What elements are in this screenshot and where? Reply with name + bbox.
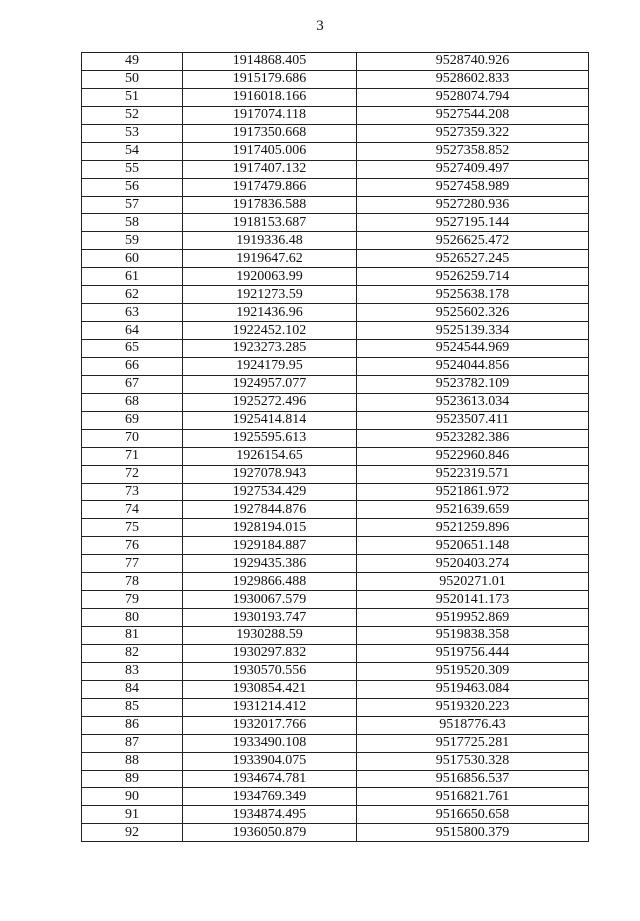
table-row <box>82 519 589 537</box>
table-row <box>82 196 589 214</box>
x-coordinate-cell: 1933904.075 <box>183 752 357 770</box>
table-row <box>82 250 589 268</box>
y-coordinate-cell: 9520651.148 <box>357 537 589 555</box>
table-row <box>82 88 589 106</box>
point-number-cell: 63 <box>82 304 183 322</box>
point-number-cell: 76 <box>82 537 183 555</box>
x-coordinate-cell: 1914868.405 <box>183 53 357 71</box>
x-coordinate-cell: 1917074.118 <box>183 106 357 124</box>
point-number-cell: 77 <box>82 555 183 573</box>
point-number-cell: 75 <box>82 519 183 537</box>
point-number-cell: 82 <box>82 644 183 662</box>
table-row <box>82 591 589 609</box>
point-number-cell: 80 <box>82 609 183 627</box>
x-coordinate-cell: 1926154.65 <box>183 447 357 465</box>
y-coordinate-cell: 9527358.852 <box>357 142 589 160</box>
y-coordinate-cell: 9527359.322 <box>357 124 589 142</box>
x-coordinate-cell: 1934674.781 <box>183 770 357 788</box>
x-coordinate-cell: 1930193.747 <box>183 609 357 627</box>
y-coordinate-cell: 9525602.326 <box>357 304 589 322</box>
y-coordinate-cell: 9526527.245 <box>357 250 589 268</box>
x-coordinate-cell: 1921273.59 <box>183 286 357 304</box>
table-row <box>82 806 589 824</box>
table-row <box>82 286 589 304</box>
table-row <box>82 698 589 716</box>
table-row <box>82 214 589 232</box>
table-row <box>82 375 589 393</box>
point-number-cell: 49 <box>82 53 183 71</box>
table-row <box>82 824 589 842</box>
x-coordinate-cell: 1924957.077 <box>183 375 357 393</box>
point-number-cell: 73 <box>82 483 183 501</box>
page-number: 3 <box>316 18 324 34</box>
y-coordinate-cell: 9519952.869 <box>357 609 589 627</box>
point-number-cell: 74 <box>82 501 183 519</box>
table-row <box>82 340 589 358</box>
x-coordinate-cell: 1932017.766 <box>183 716 357 734</box>
y-coordinate-cell: 9527195.144 <box>357 214 589 232</box>
y-coordinate-cell: 9522960.846 <box>357 447 589 465</box>
y-coordinate-cell: 9521861.972 <box>357 483 589 501</box>
y-coordinate-cell: 9527544.208 <box>357 106 589 124</box>
x-coordinate-cell: 1925414.814 <box>183 411 357 429</box>
x-coordinate-cell: 1919336.48 <box>183 232 357 250</box>
table-row <box>82 644 589 662</box>
x-coordinate-cell: 1917405.006 <box>183 142 357 160</box>
x-coordinate-cell: 1917407.132 <box>183 160 357 178</box>
x-coordinate-cell: 1917479.866 <box>183 178 357 196</box>
y-coordinate-cell: 9519756.444 <box>357 644 589 662</box>
table-row <box>82 465 589 483</box>
table-row <box>82 411 589 429</box>
coordinates-table-body <box>82 53 589 842</box>
y-coordinate-cell: 9524544.969 <box>357 340 589 358</box>
point-number-cell: 61 <box>82 268 183 286</box>
y-coordinate-cell: 9520141.173 <box>357 591 589 609</box>
y-coordinate-cell: 9527280.936 <box>357 196 589 214</box>
y-coordinate-cell: 9524044.856 <box>357 357 589 375</box>
x-coordinate-cell: 1934874.495 <box>183 806 357 824</box>
x-coordinate-cell: 1920063.99 <box>183 268 357 286</box>
table-row <box>82 788 589 806</box>
y-coordinate-cell: 9521259.896 <box>357 519 589 537</box>
table-row <box>82 609 589 627</box>
table-row <box>82 627 589 645</box>
point-number-cell: 52 <box>82 106 183 124</box>
table-row <box>82 770 589 788</box>
x-coordinate-cell: 1934769.349 <box>183 788 357 806</box>
point-number-cell: 90 <box>82 788 183 806</box>
table-row <box>82 106 589 124</box>
y-coordinate-cell: 9523507.411 <box>357 411 589 429</box>
x-coordinate-cell: 1922452.102 <box>183 322 357 340</box>
table-row <box>82 142 589 160</box>
point-number-cell: 71 <box>82 447 183 465</box>
table-row <box>82 680 589 698</box>
point-number-cell: 59 <box>82 232 183 250</box>
point-number-cell: 81 <box>82 627 183 645</box>
point-number-cell: 72 <box>82 465 183 483</box>
point-number-cell: 86 <box>82 716 183 734</box>
point-number-cell: 69 <box>82 411 183 429</box>
y-coordinate-cell: 9517530.328 <box>357 752 589 770</box>
point-number-cell: 56 <box>82 178 183 196</box>
table-row <box>82 70 589 88</box>
point-number-cell: 84 <box>82 680 183 698</box>
x-coordinate-cell: 1923273.285 <box>183 340 357 358</box>
point-number-cell: 54 <box>82 142 183 160</box>
y-coordinate-cell: 9516821.761 <box>357 788 589 806</box>
y-coordinate-cell: 9528740.926 <box>357 53 589 71</box>
y-coordinate-cell: 9523782.109 <box>357 375 589 393</box>
x-coordinate-cell: 1929866.488 <box>183 573 357 591</box>
point-number-cell: 83 <box>82 662 183 680</box>
y-coordinate-cell: 9522319.571 <box>357 465 589 483</box>
point-number-cell: 57 <box>82 196 183 214</box>
y-coordinate-cell: 9528602.833 <box>357 70 589 88</box>
y-coordinate-cell: 9519838.358 <box>357 627 589 645</box>
point-number-cell: 55 <box>82 160 183 178</box>
table-row <box>82 447 589 465</box>
point-number-cell: 65 <box>82 340 183 358</box>
point-number-cell: 68 <box>82 393 183 411</box>
point-number-cell: 51 <box>82 88 183 106</box>
y-coordinate-cell: 9521639.659 <box>357 501 589 519</box>
point-number-cell: 58 <box>82 214 183 232</box>
x-coordinate-cell: 1930854.421 <box>183 680 357 698</box>
x-coordinate-cell: 1927534.429 <box>183 483 357 501</box>
x-coordinate-cell: 1925272.496 <box>183 393 357 411</box>
x-coordinate-cell: 1917836.588 <box>183 196 357 214</box>
y-coordinate-cell: 9525139.334 <box>357 322 589 340</box>
x-coordinate-cell: 1929435.386 <box>183 555 357 573</box>
table-row <box>82 662 589 680</box>
x-coordinate-cell: 1917350.668 <box>183 124 357 142</box>
y-coordinate-cell: 9526625.472 <box>357 232 589 250</box>
table-row <box>82 752 589 770</box>
y-coordinate-cell: 9526259.714 <box>357 268 589 286</box>
y-coordinate-cell: 9520271.01 <box>357 573 589 591</box>
table-row <box>82 304 589 322</box>
y-coordinate-cell: 9520403.274 <box>357 555 589 573</box>
x-coordinate-cell: 1924179.95 <box>183 357 357 375</box>
point-number-cell: 92 <box>82 824 183 842</box>
point-number-cell: 62 <box>82 286 183 304</box>
table-row <box>82 734 589 752</box>
table-row <box>82 501 589 519</box>
x-coordinate-cell: 1916018.166 <box>183 88 357 106</box>
y-coordinate-cell: 9527458.989 <box>357 178 589 196</box>
table-row <box>82 555 589 573</box>
table-row <box>82 716 589 734</box>
coordinates-table <box>81 52 589 842</box>
point-number-cell: 78 <box>82 573 183 591</box>
x-coordinate-cell: 1918153.687 <box>183 214 357 232</box>
y-coordinate-cell: 9519463.084 <box>357 680 589 698</box>
x-coordinate-cell: 1919647.62 <box>183 250 357 268</box>
x-coordinate-cell: 1927078.943 <box>183 465 357 483</box>
point-number-cell: 89 <box>82 770 183 788</box>
point-number-cell: 60 <box>82 250 183 268</box>
x-coordinate-cell: 1929184.887 <box>183 537 357 555</box>
table-row <box>82 429 589 447</box>
point-number-cell: 50 <box>82 70 183 88</box>
x-coordinate-cell: 1936050.879 <box>183 824 357 842</box>
table-row <box>82 393 589 411</box>
x-coordinate-cell: 1930297.832 <box>183 644 357 662</box>
table-row <box>82 322 589 340</box>
table-row <box>82 53 589 71</box>
x-coordinate-cell: 1933490.108 <box>183 734 357 752</box>
table-row <box>82 268 589 286</box>
y-coordinate-cell: 9523282.386 <box>357 429 589 447</box>
table-row <box>82 124 589 142</box>
y-coordinate-cell: 9528074.794 <box>357 88 589 106</box>
point-number-cell: 88 <box>82 752 183 770</box>
y-coordinate-cell: 9515800.379 <box>357 824 589 842</box>
y-coordinate-cell: 9516650.658 <box>357 806 589 824</box>
y-coordinate-cell: 9527409.497 <box>357 160 589 178</box>
y-coordinate-cell: 9518776.43 <box>357 716 589 734</box>
point-number-cell: 53 <box>82 124 183 142</box>
x-coordinate-cell: 1931214.412 <box>183 698 357 716</box>
x-coordinate-cell: 1921436.96 <box>183 304 357 322</box>
table-row <box>82 232 589 250</box>
table-row <box>82 160 589 178</box>
point-number-cell: 91 <box>82 806 183 824</box>
point-number-cell: 85 <box>82 698 183 716</box>
table-row <box>82 357 589 375</box>
x-coordinate-cell: 1930067.579 <box>183 591 357 609</box>
y-coordinate-cell: 9516856.537 <box>357 770 589 788</box>
y-coordinate-cell: 9519520.309 <box>357 662 589 680</box>
point-number-cell: 66 <box>82 357 183 375</box>
y-coordinate-cell: 9525638.178 <box>357 286 589 304</box>
y-coordinate-cell: 9517725.281 <box>357 734 589 752</box>
table-row <box>82 573 589 591</box>
table-row <box>82 483 589 501</box>
x-coordinate-cell: 1925595.613 <box>183 429 357 447</box>
y-coordinate-cell: 9523613.034 <box>357 393 589 411</box>
x-coordinate-cell: 1915179.686 <box>183 70 357 88</box>
x-coordinate-cell: 1927844.876 <box>183 501 357 519</box>
point-number-cell: 79 <box>82 591 183 609</box>
x-coordinate-cell: 1930570.556 <box>183 662 357 680</box>
point-number-cell: 70 <box>82 429 183 447</box>
x-coordinate-cell: 1930288.59 <box>183 627 357 645</box>
table-row <box>82 178 589 196</box>
x-coordinate-cell: 1928194.015 <box>183 519 357 537</box>
y-coordinate-cell: 9519320.223 <box>357 698 589 716</box>
point-number-cell: 67 <box>82 375 183 393</box>
point-number-cell: 87 <box>82 734 183 752</box>
table-row <box>82 537 589 555</box>
point-number-cell: 64 <box>82 322 183 340</box>
